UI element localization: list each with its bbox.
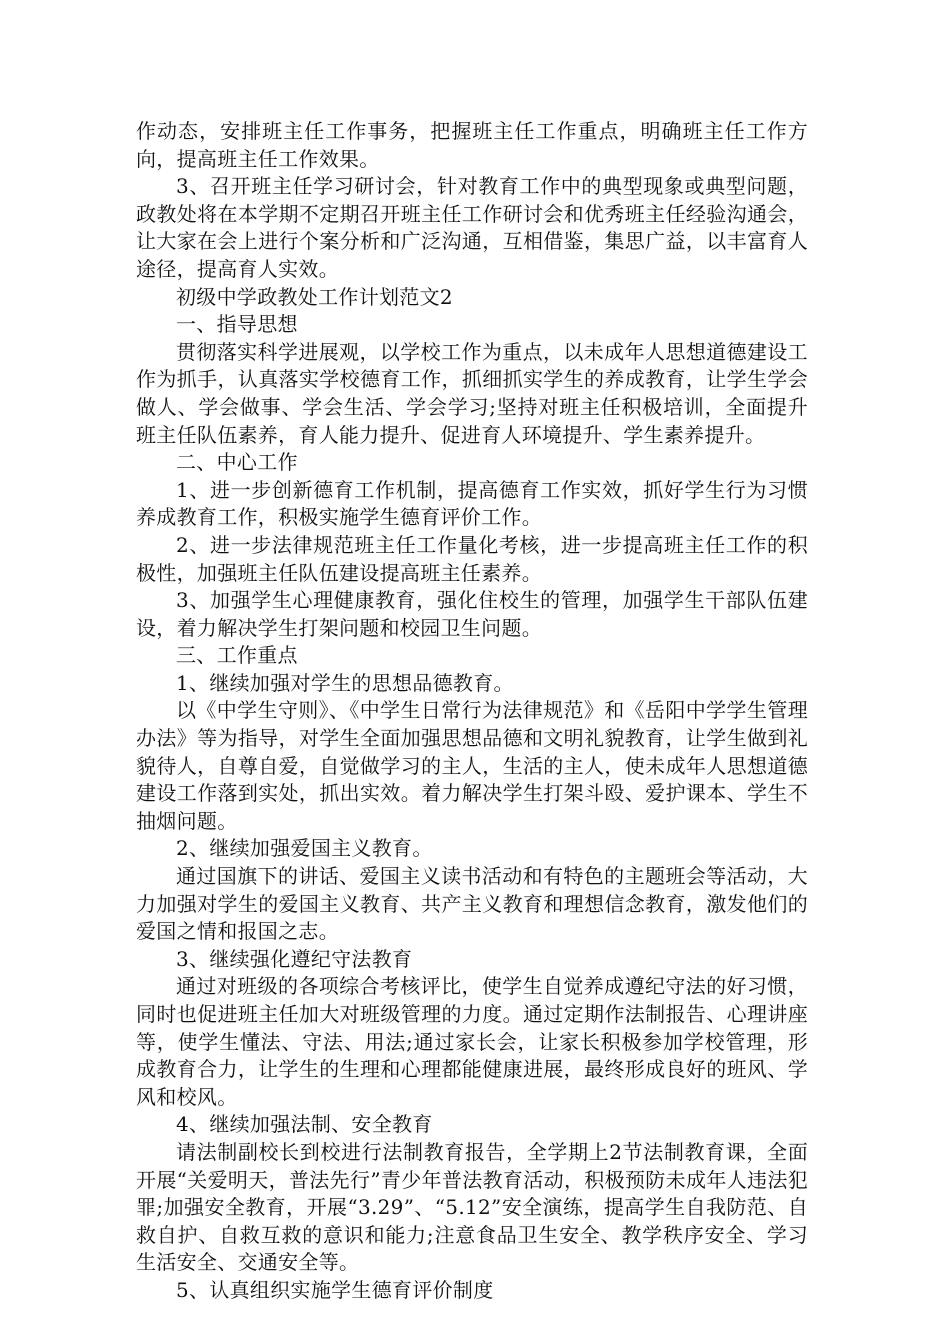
subsection-heading: 2、继续加强爱国主义教育。 [176, 836, 433, 861]
section-heading: 一、指导思想 [176, 312, 298, 337]
paragraph: 通过国旗下的讲话、爱国主义读书活动和有特色的主题班会等活动，大力加强对学生的爱国主义教育、共产主义教育和理想信念教育，激发他们的爱国之情和报国之志。 [136, 864, 808, 944]
subsection-heading: 5、认真组织实施学生德育评价制度 [176, 1277, 494, 1302]
document-body [136, 118, 808, 1305]
paragraph: 以《中学生守则》、《中学生日常行为法律规范》和《岳阳中学学生管理办法》等为指导，对学生全面加强思想品德和文明礼貌教育，让学生做到礼貌待人，自尊自爱，自觉做学习的主人，生活的主人，使未成年人思想道德建设工作落到实处，抓出实效。着力解决学生打架斗殴、爱护课本、学生不抽烟问题。 [136, 698, 808, 833]
paragraph: 3、加强学生心理健康教育，强化住校生的管理，加强学生干部队伍建设，着力解决学生打架问题和校园卫生问题。 [136, 588, 808, 640]
section-heading: 初级中学政教处工作计划范文2 [176, 284, 453, 309]
paragraph: 贯彻落实科学进展观，以学校工作为重点，以未成年人思想道德建设工作为抓手，认真落实学校德育工作，抓细抓实学生的养成教育，让学生学会做人、学会做事、学会生活、学会学习;坚持对班主任积极培训，全面提升班主任队伍素养，育人能力提升、促进育人环境提升、学生素养提升。 [136, 339, 808, 447]
paragraph: 3、召开班主任学习研讨会，针对教育工作中的典型现象或典型问题，政教处将在本学期不定期召开班主任工作研讨会和优秀班主任经验沟通会，让大家在会上进行个案分析和广泛沟通，互相借鉴，集思广益，以丰富育人途径，提高育人实效。 [136, 174, 808, 281]
subsection-heading: 3、继续强化遵纪守法教育 [176, 946, 413, 971]
section-heading: 三、工作重点 [176, 643, 298, 668]
section-heading: 二、中心工作 [176, 450, 298, 475]
subsection-heading: 1、继续加强对学生的思想品德教育。 [176, 670, 514, 695]
paragraph: 请法制副校长到校进行法制教育报告，全学期上2节法制教育课，全面开展“关爱明天，普法先行”青少年普法教育活动，积极预防未成年人违法犯罪;加强安全教育，开展“3.29”、“5.12”安全演练，提高学生自我防范、自救自护、自救互救的意识和能力;注意食品卫生安全、教学秩序安全、学习生活安全、交通安全等。 [136, 1139, 808, 1275]
subsection-heading: 4、继续加强法制、安全教育 [176, 1112, 433, 1137]
paragraph: 通过对班级的各项综合考核评比，使学生自觉养成遵纪守法的好习惯，同时也促进班主任加大对班级管理的力度。通过定期作法制报告、心理讲座等，使学生懂法、守法、用法;通过家长会，让家长积极参加学校管理，形成教育合力，让学生的生理和心理都能健康进展，最终形成良好的班风、学风和校风。 [136, 974, 808, 1109]
paragraph: 2、进一步法律规范班主任工作量化考核，进一步提高班主任工作的积极性，加强班主任队伍建设提高班主任素养。 [136, 532, 808, 585]
paragraph: 1、进一步创新德育工作机制，提高德育工作实效，抓好学生行为习惯养成教育工作，积极实施学生德育评价工作。 [136, 477, 808, 530]
paragraph: 作动态，安排班主任工作事务，把握班主任工作重点，明确班主任工作方向，提高班主任工作效果。 [136, 119, 808, 171]
